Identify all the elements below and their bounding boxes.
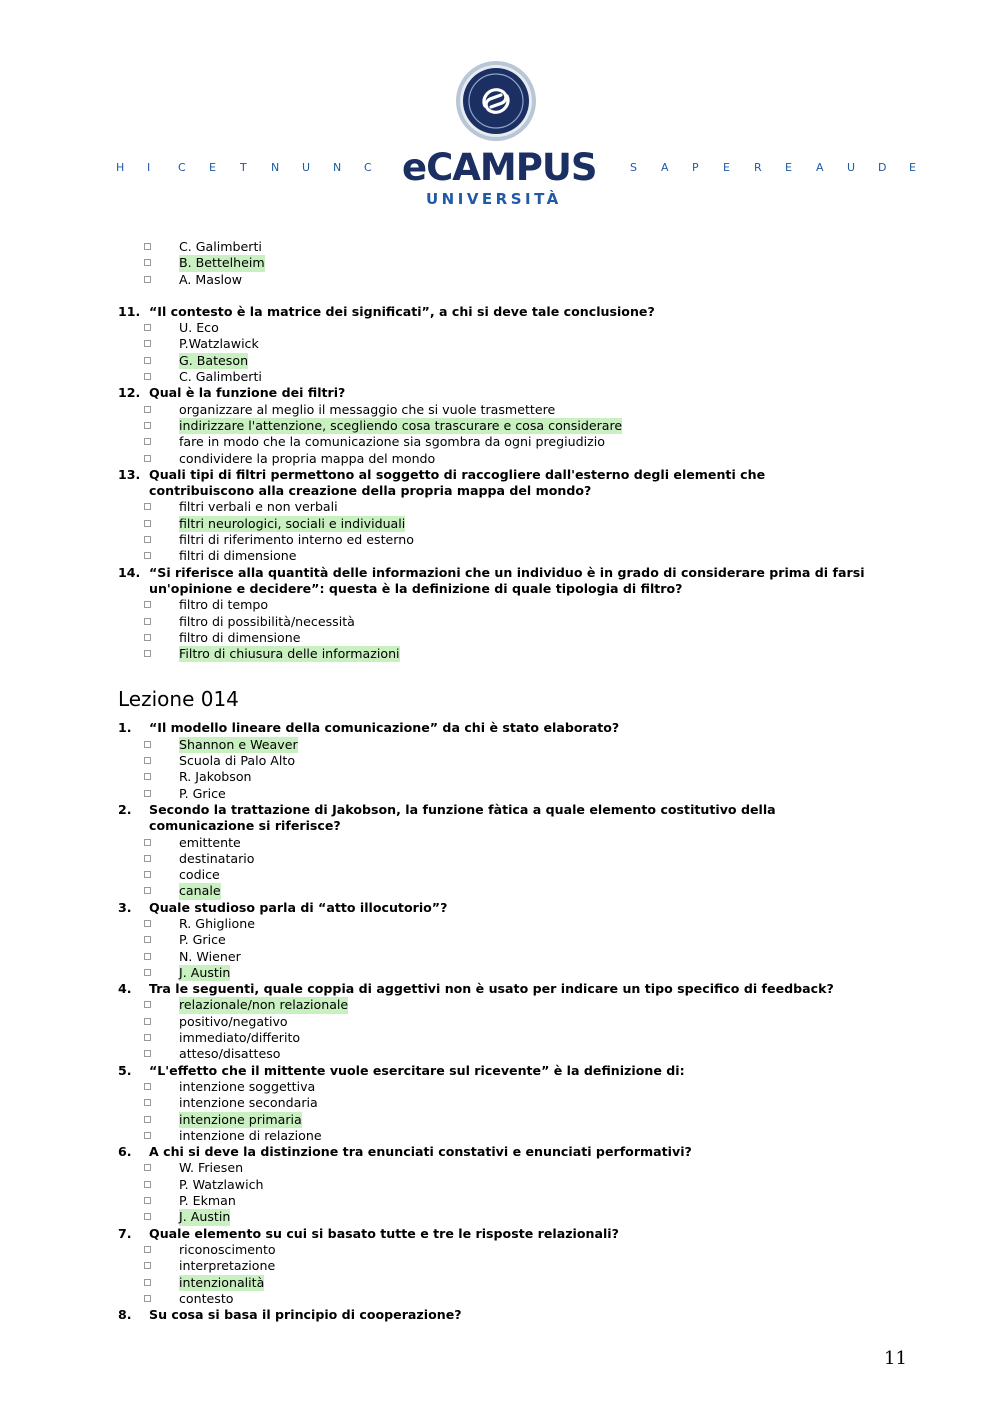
answer-option[interactable] [0,965,1000,981]
question-number: 4. [118,981,132,997]
question-label: “Si riferisce alla quantità delle informazioni che un individuo è in grado di considerare prima di farsi un'opinione e decidere”: questa è la definizione di quale tipologia di filtro? [149,564,865,596]
answer-label: R. Jakobson [179,769,252,785]
answer-option[interactable] [0,1079,1000,1095]
checkbox-icon[interactable] [144,1001,151,1008]
checkbox-icon[interactable] [144,741,151,748]
motto-letter: C [364,161,372,174]
motto-letter: A [816,161,824,174]
checkbox-icon[interactable] [144,1279,151,1286]
answer-label: R. Ghiglione [179,915,255,931]
answer-option[interactable] [0,1046,1000,1062]
logo-subtitle: UNIVERSITÀ [426,190,562,208]
answer-option[interactable] [0,516,1000,532]
question-block [0,467,1000,565]
answer-option[interactable] [0,1030,1000,1046]
answer-option[interactable] [0,402,1000,418]
answer-option[interactable] [0,1160,1000,1176]
answer-option[interactable] [0,737,1000,753]
checkbox-icon[interactable] [144,1295,151,1302]
motto-letter: H [116,161,125,174]
question-label: Quale elemento su cui si basato tutte e tre le risposte relazionali? [149,1225,619,1241]
question-block [0,304,1000,385]
page-header [0,0,1000,220]
answer-option[interactable] [0,548,1000,564]
answer-option[interactable] [0,614,1000,630]
answer-label: A. Maslow [179,271,243,287]
answer-option[interactable] [0,597,1000,613]
question-number: 3. [118,899,132,915]
answer-label: U. Eco [179,320,219,336]
question-text [0,385,869,401]
answer-option[interactable] [0,1291,1000,1307]
answer-label: intenzione soggettiva [179,1078,316,1094]
answer-option[interactable] [0,532,1000,548]
checkbox-icon[interactable] [144,773,151,780]
question-number: 5. [118,1062,132,1078]
answer-label: emittente [179,834,241,850]
answer-label: fare in modo che la comunicazione sia sgombra da ogni pregiudizio [179,434,605,450]
answer-label: riconoscimento [179,1241,276,1257]
page-number: 11 [884,1348,907,1369]
correct-answer-label: filtri neurologici, sociali e individuali [179,515,406,531]
ecampus-seal-icon [455,60,537,142]
correct-answer-label: G. Bateson [179,352,249,368]
answer-option[interactable] [0,451,1000,467]
previous-lesson-questions [0,304,1000,663]
question-label: “Il modello lineare della comunicazione” da chi è stato elaborato? [149,720,620,736]
checkbox-icon[interactable] [144,757,151,764]
answer-option[interactable] [0,499,1000,515]
checkbox-icon[interactable] [144,357,151,364]
question-label: A chi si deve la distinzione tra enunciati constativi e enunciati performativi? [149,1144,692,1160]
question-label: “Il contesto è la matrice dei significati”, a chi si deve tale conclusione? [149,303,655,319]
question-number: 6. [118,1144,132,1160]
question-label: Su cosa si basa il principio di cooperazione? [149,1307,462,1323]
checkbox-icon[interactable] [144,839,151,846]
answer-option[interactable] [0,997,1000,1013]
checkbox-icon[interactable] [144,634,151,641]
motto-letter: N [333,161,342,174]
motto-letter: E [723,161,730,174]
answer-label: positivo/negativo [179,1013,288,1029]
question-number: 2. [118,801,132,817]
answer-option[interactable] [0,1095,1000,1111]
checkbox-icon[interactable] [144,1083,151,1090]
answer-option[interactable] [0,835,1000,851]
answer-label: filtro di possibilità/necessità [179,613,355,629]
checkbox-icon[interactable] [144,1034,151,1041]
motto-right [630,161,940,174]
logo-wordmark: eCAMPUS [402,146,597,189]
lesson-questions [0,720,1000,1323]
checkbox-icon[interactable] [144,259,151,266]
question-text [0,981,869,997]
answer-label: immediato/differito [179,1030,301,1046]
answer-label: filtro di dimensione [179,629,301,645]
motto-letter: C [178,161,186,174]
checkbox-icon[interactable] [144,536,151,543]
question-text [0,1063,869,1079]
checkbox-icon[interactable] [144,373,151,380]
checkbox-icon[interactable] [144,871,151,878]
spacer [0,662,1000,680]
motto-left [116,161,395,174]
question-text [0,1226,869,1242]
answer-label: P. Ekman [179,1193,236,1209]
checkbox-icon[interactable] [144,969,151,976]
checkbox-icon[interactable] [144,406,151,413]
answer-option[interactable] [0,336,1000,352]
checkbox-icon[interactable] [144,887,151,894]
answer-label: P. Grice [179,932,226,948]
question-number: 12. [118,385,141,401]
question-block [0,720,1000,801]
correct-answer-label: relazionale/non relazionale [179,997,349,1013]
answer-option[interactable] [0,851,1000,867]
correct-answer-label: B. Bettelheim [179,255,265,271]
answer-option[interactable] [0,753,1000,769]
checkbox-icon[interactable] [144,953,151,960]
question-block [0,1144,1000,1225]
motto-letter: E [209,161,216,174]
answer-option[interactable] [0,255,1000,271]
answer-option[interactable] [0,646,1000,662]
answer-label: filtro di tempo [179,597,269,613]
checkbox-icon[interactable] [144,1050,151,1057]
question-label: “L'effetto che il mittente vuole esercitare sul ricevente” è la definizione di: [149,1062,685,1078]
previous-question-options [0,239,1000,288]
answer-option[interactable] [0,239,1000,255]
motto-letter: P [692,161,699,174]
question-label: Secondo la trattazione di Jakobson, la funzione fàtica a quale elemento costitutivo della comunicazione si riferisce? [149,801,776,834]
answer-option[interactable] [0,630,1000,646]
motto-letter: D [878,161,887,174]
answer-option[interactable] [0,272,1000,288]
answer-label: filtri di dimensione [179,548,297,564]
answer-label: P. Watzlawich [179,1176,264,1192]
answer-option[interactable] [0,320,1000,336]
answer-label: C. Galimberti [179,239,262,254]
answer-label: P.Watzlawick [179,336,259,352]
answer-label: N. Wiener [179,948,241,964]
answer-option[interactable] [0,1128,1000,1144]
question-text [0,1307,869,1323]
answer-option[interactable] [0,434,1000,450]
answer-option[interactable] [0,932,1000,948]
checkbox-icon[interactable] [144,855,151,862]
answer-label: destinatario [179,850,255,866]
correct-answer-label: Shannon e Weaver [179,736,298,752]
checkbox-icon[interactable] [144,1099,151,1106]
checkbox-icon[interactable] [144,1213,151,1220]
answer-option[interactable] [0,916,1000,932]
correct-answer-label: Filtro di chiusura delle informazioni [179,646,400,662]
question-block [0,385,1000,466]
checkbox-icon[interactable] [144,1164,151,1171]
question-label: Tra le seguenti, quale coppia di aggettivi non è usato per indicare un tipo specifico di feedback? [149,981,834,997]
checkbox-icon[interactable] [144,618,151,625]
answer-label: intenzione secondaria [179,1095,318,1111]
answer-label: organizzare al meglio il messaggio che si vuole trasmettere [179,401,556,417]
question-text [0,565,869,598]
question-text [0,1144,869,1160]
checkbox-icon[interactable] [144,1262,151,1269]
question-text [0,802,869,835]
answer-option[interactable] [0,883,1000,899]
checkbox-icon[interactable] [144,438,151,445]
correct-answer-label: indirizzare l'attenzione, scegliendo cosa trascurare e cosa considerare [179,417,623,433]
motto-letter: S [630,161,637,174]
question-text [0,467,869,500]
answer-option[interactable] [0,1177,1000,1193]
checkbox-icon[interactable] [144,276,151,283]
answer-option[interactable] [0,1258,1000,1274]
checkbox-icon[interactable] [144,340,151,347]
question-number: 8. [118,1307,132,1323]
checkbox-icon[interactable] [144,1132,151,1139]
answer-label: codice [179,867,220,883]
checkbox-icon[interactable] [144,503,151,510]
correct-answer-label: J. Austin [179,964,231,980]
question-text [0,304,869,320]
question-block [0,802,1000,900]
motto-letter: A [661,161,669,174]
motto-letter: I [147,161,151,174]
answer-label: C. Galimberti [179,369,262,385]
motto-letter: U [847,161,856,174]
answer-option[interactable] [0,1242,1000,1258]
question-block [0,565,1000,663]
question-label: Quali tipi di filtri permettono al soggetto di raccogliere dall'esterno degli elementi che contribuiscono alla creazione della propria mappa del mondo? [149,466,766,499]
answer-option[interactable] [0,1275,1000,1291]
spacer [0,288,1000,304]
question-block [0,981,1000,1062]
question-label: Quale studioso parla di “atto illocutorio”? [149,899,448,915]
correct-answer-label: intenzione primaria [179,1111,302,1127]
answer-label: interpretazione [179,1258,276,1274]
answer-option[interactable] [0,1209,1000,1225]
motto-letter: U [302,161,311,174]
checkbox-icon[interactable] [144,1197,151,1204]
correct-answer-label: canale [179,883,221,899]
question-number: 1. [118,720,132,736]
correct-answer-label: J. Austin [179,1209,231,1225]
motto-letter: E [785,161,792,174]
checkbox-icon[interactable] [144,324,151,331]
question-text [0,900,869,916]
answer-label: filtri verbali e non verbali [179,499,338,515]
answer-label: Scuola di Palo Alto [179,753,296,769]
checkbox-icon[interactable] [144,455,151,462]
answer-label: filtri di riferimento interno ed esterno [179,532,414,548]
answer-option[interactable] [0,1193,1000,1209]
answer-option[interactable] [0,418,1000,434]
question-block [0,1063,1000,1144]
lesson-title: Lezione 014 [118,687,239,712]
answer-option[interactable] [0,949,1000,965]
checkbox-icon[interactable] [144,790,151,797]
quiz-content [0,239,1000,1323]
motto-letter: T [240,161,247,174]
checkbox-icon[interactable] [144,1181,151,1188]
answer-label: P. Grice [179,785,226,801]
checkbox-icon[interactable] [144,552,151,559]
motto-letter: E [909,161,916,174]
question-number: 11. [118,303,141,319]
checkbox-icon[interactable] [144,243,151,250]
answer-label: atteso/disatteso [179,1046,281,1062]
question-label: Qual è la funzione dei filtri? [149,385,346,401]
checkbox-icon[interactable] [144,1246,151,1253]
checkbox-icon[interactable] [144,1018,151,1025]
answer-label: W. Friesen [179,1160,244,1176]
answer-label: contesto [179,1290,234,1306]
answer-option[interactable] [0,769,1000,785]
checkbox-icon[interactable] [144,936,151,943]
checkbox-icon[interactable] [144,920,151,927]
question-number: 13. [118,466,141,482]
answer-option[interactable] [0,369,1000,385]
question-number: 7. [118,1225,132,1241]
answer-option[interactable] [0,786,1000,802]
checkbox-icon[interactable] [144,1116,151,1123]
checkbox-icon[interactable] [144,650,151,657]
question-text [0,720,869,736]
correct-answer-label: intenzionalità [179,1274,265,1290]
answer-label: condividere la propria mappa del mondo [179,450,436,466]
answer-option[interactable] [0,1014,1000,1030]
answer-label: intenzione di relazione [179,1127,322,1143]
question-block [0,900,1000,981]
motto-letter: N [271,161,280,174]
question-block [0,1226,1000,1307]
question-block [0,1307,1000,1323]
answer-option[interactable] [0,1112,1000,1128]
checkbox-icon[interactable] [144,422,151,429]
checkbox-icon[interactable] [144,520,151,527]
answer-option[interactable] [0,353,1000,369]
checkbox-icon[interactable] [144,601,151,608]
motto-letter: R [754,161,762,174]
question-number: 14. [118,564,141,580]
answer-option[interactable] [0,867,1000,883]
